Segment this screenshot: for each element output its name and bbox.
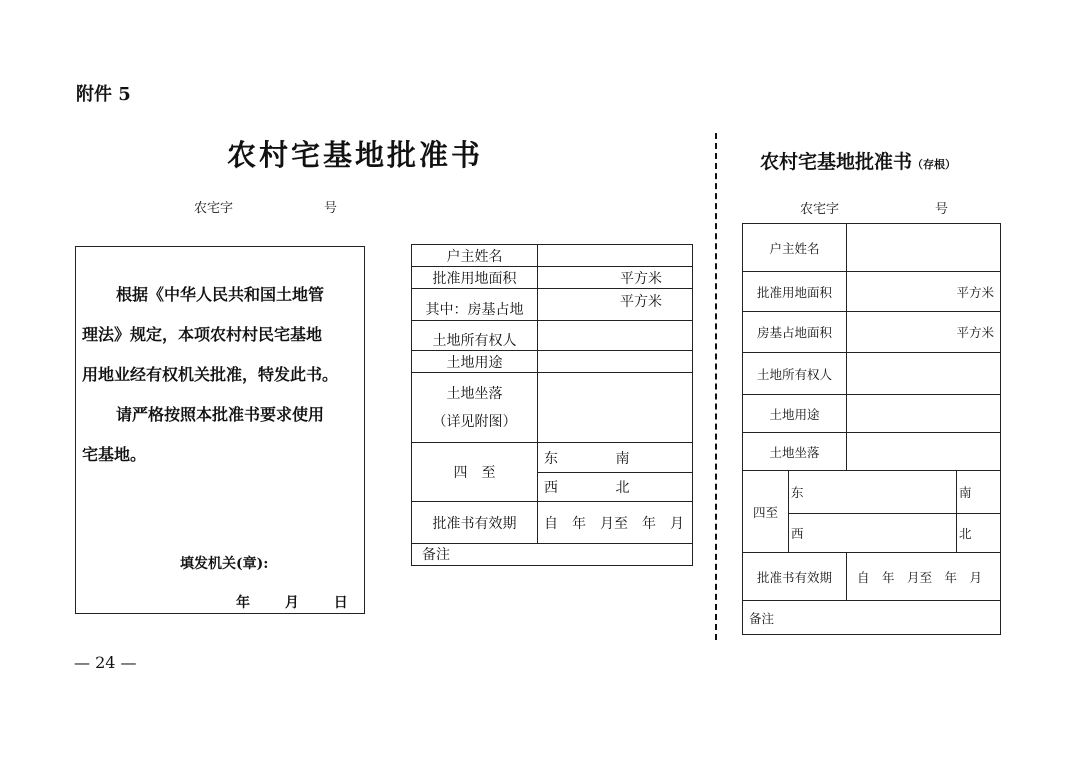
stub-number-prefix: 农宅字 <box>800 202 840 217</box>
stub-owner-name-value <box>847 224 1001 272</box>
stub-approved-area-unit: 平方米 <box>847 272 1001 312</box>
issuer-label: 填发机关(章): <box>180 556 269 572</box>
remarks-label: 备注 <box>412 544 693 566</box>
stub-land-owner-label: 土地所有权人 <box>743 353 847 395</box>
statement-text <box>82 275 362 475</box>
stub-table <box>742 223 1001 635</box>
land-owner-value <box>538 321 693 351</box>
stub-validity-value: 自 年 月至 年 月 <box>847 553 1001 601</box>
statement-line: 宅基地。 <box>82 445 147 464</box>
stub-land-owner-value <box>847 353 1001 395</box>
statement-line: 理法》规定，本项农村村民宅基地 <box>82 325 323 344</box>
statement-line: 请严格按照本批准书要求使用 <box>116 405 325 424</box>
certificate-number-suffix: 号 <box>324 201 338 216</box>
statement-line: 根据《中华人民共和国土地管 <box>116 285 325 304</box>
approved-area-label: 批准用地面积 <box>412 267 538 289</box>
stub-house-area-unit: 平方米 <box>847 312 1001 353</box>
certificate-title: 农村宅基地批准书 <box>226 138 483 172</box>
stub-approved-area-label: 批准用地面积 <box>743 272 847 312</box>
stub-number-suffix: 号 <box>935 202 949 217</box>
south-label: 南 <box>616 443 693 473</box>
statement-line: 用地业经有权机关批准，特发此书。 <box>82 365 339 384</box>
stub-land-use-value <box>847 395 1001 433</box>
stub-land-use-label: 土地用途 <box>743 395 847 433</box>
boundaries-label: 四 至 <box>412 443 538 502</box>
stub-validity-label: 批准书有效期 <box>743 553 847 601</box>
land-owner-label: 土地所有权人 <box>412 321 538 351</box>
stub-remarks-label: 备注 <box>743 601 1001 635</box>
stub-location-label: 土地坐落 <box>743 433 847 471</box>
location-label-line: （详见附图） <box>432 413 517 430</box>
stub-boundaries-label: 四至 <box>743 471 789 553</box>
issue-date: 年 月 日 <box>236 595 348 611</box>
stub-house-area-label: 房基占地面积 <box>743 312 847 353</box>
house-area-label: 其中：房基占地 <box>412 289 538 321</box>
owner-name-label: 户主姓名 <box>412 245 538 267</box>
approved-area-unit: 平方米 <box>538 267 693 289</box>
owner-name-value <box>538 245 693 267</box>
stub-title-text: 农村宅基地批准书 <box>760 151 913 173</box>
stub-title <box>760 147 956 174</box>
location-value <box>538 373 693 443</box>
stub-title-note: （存根） <box>912 158 957 171</box>
stub-east-label: 东 <box>789 471 957 514</box>
stub-location-value <box>847 433 1001 471</box>
north-label: 北 <box>616 473 693 502</box>
location-label <box>412 373 538 443</box>
validity-value: 自 年 月至 年 月 <box>538 502 693 544</box>
stub-owner-name-label: 户主姓名 <box>743 224 847 272</box>
statement-box <box>75 246 365 614</box>
land-use-value <box>538 351 693 373</box>
location-label-line: 土地坐落 <box>446 385 503 402</box>
tear-line <box>715 133 717 640</box>
house-area-unit: 平方米 <box>538 289 693 321</box>
page-number: — 24 — <box>74 653 137 672</box>
stub-south-label: 南 <box>957 471 1001 514</box>
stub-north-label: 北 <box>957 514 1001 553</box>
west-label: 西 <box>538 473 616 502</box>
attachment-label: 附件 5 <box>76 84 131 105</box>
info-table <box>411 244 693 566</box>
certificate-number-prefix: 农宅字 <box>194 201 234 216</box>
validity-label: 批准书有效期 <box>412 502 538 544</box>
stub-west-label: 西 <box>789 514 957 553</box>
east-label: 东 <box>538 443 616 473</box>
land-use-label: 土地用途 <box>412 351 538 373</box>
